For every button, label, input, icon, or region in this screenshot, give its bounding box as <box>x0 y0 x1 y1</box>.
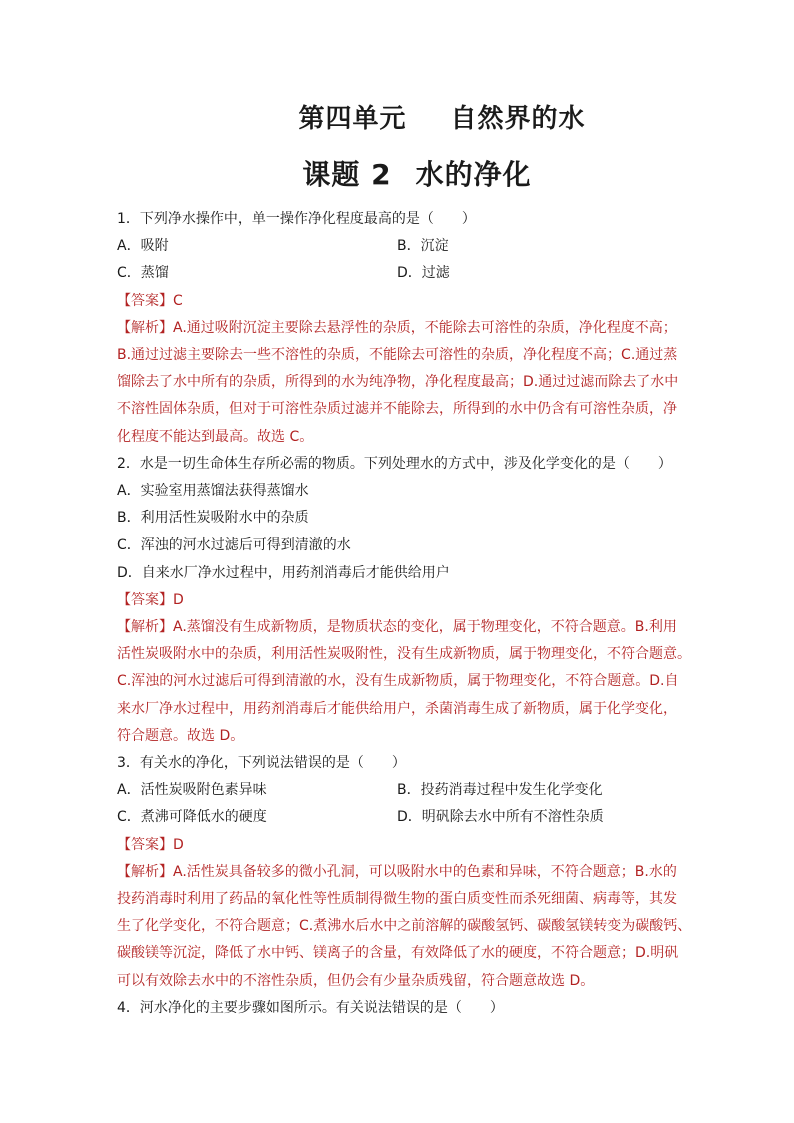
answer-value: C <box>173 292 183 309</box>
analysis-line: 来水厂净水过程中，用药剂消毒后才能供给用户，杀菌消毒生成了新物质，属于化学变化， <box>117 700 677 717</box>
question-stem: 2．水是一切生命体生存所必需的物质。下列处理水的方式中，涉及化学变化的是（ ） <box>117 455 672 472</box>
analysis-line: 符合题意。故选 D。 <box>117 727 245 744</box>
analysis-line: 活性炭吸附水中的杂质，利用活性炭吸附性，没有生成新物质，属于物理变化，不符合题意。 <box>117 646 691 663</box>
analysis-line: 生了化学变化，不符合题意；C.煮沸水后水中之前溶解的碳酸氢钙、碳酸氢镁转变为碳酸钙、 <box>117 918 692 935</box>
analysis-line: 可以有效除去水中的不溶性杂质，但仍会有少量杂质残留，符合题意故选 D。 <box>117 972 595 989</box>
analysis-line: 化程度不能达到最高。故选 C。 <box>117 428 314 445</box>
unit-title <box>0 98 794 135</box>
analysis <box>117 614 691 750</box>
options-row <box>117 804 687 831</box>
analysis-line: 投药消毒时利用了药品的氧化性等性质制得微生物的蛋白质变性而杀死细菌、病毒等，其发 <box>117 891 677 908</box>
option-d: D．明矾除去水中所有不溶性杂质 <box>397 809 604 826</box>
questions-body <box>117 206 692 1022</box>
option-c: C．浑浊的河水过滤后可得到清澈的水 <box>117 537 351 554</box>
question-stem: 3．有关水的净化，下列说法错误的是（ ） <box>117 755 406 772</box>
option-c: C．蒸馏 <box>117 265 169 282</box>
analysis-line: C.浑浊的河水过滤后可得到清澈的水，没有生成新物质，属于物理变化，不符合题意。D.自 <box>117 673 679 690</box>
option-c: C．煮沸可降低水的硬度 <box>117 809 267 826</box>
options-row <box>117 777 687 804</box>
unit-subject: 自然界的水 <box>450 104 586 134</box>
lesson-title <box>0 153 794 193</box>
question-2 <box>117 451 691 750</box>
answer <box>117 832 687 859</box>
answer <box>117 288 687 315</box>
option-b: B．投药消毒过程中发生化学变化 <box>397 782 603 799</box>
option-d: D．过滤 <box>397 265 450 282</box>
analysis-tag: 【解析】 <box>117 319 173 336</box>
analysis-line: 【解析】A.蒸馏没有生成新物质，是物质状态的变化，属于物理变化，不符合题意。B.利用 <box>117 619 677 636</box>
answer-tag: 【答案】 <box>117 836 173 853</box>
answer <box>117 587 687 614</box>
analysis-line: 碳酸镁等沉淀，降低了水中钙、镁离子的含量，有效降低了水的硬度，不符合题意；D.明矾 <box>117 945 679 962</box>
analysis <box>117 315 687 451</box>
analysis-line: B.通过过滤主要除去一些不溶性的杂质，不能除去可溶性的杂质，净化程度不高；C.通过蒸 <box>117 347 678 364</box>
lesson-number: 课题 2 <box>302 158 392 191</box>
option-b: B．沉淀 <box>397 238 449 255</box>
options-row <box>117 233 687 260</box>
question-3 <box>117 750 692 995</box>
option-b: B．利用活性炭吸附水中的杂质 <box>117 510 309 527</box>
options-row <box>117 260 687 287</box>
analysis-line: 【解析】A.活性炭具备较多的微小孔洞，可以吸附水中的色素和异味，不符合题意；B.水的 <box>117 863 677 880</box>
answer-value: D <box>173 591 184 608</box>
question-stem: 1．下列净水操作中，单一操作净化程度最高的是（ ） <box>117 211 476 227</box>
question-1 <box>117 206 687 451</box>
analysis-tag: 【解析】 <box>117 619 173 636</box>
question-stem: 4．河水净化的主要步骤如图所示。有关说法错误的是（ ） <box>117 999 504 1016</box>
analysis-line: 馏除去了水中所有的杂质，所得到的水为纯净物，净化程度最高；D.通过过滤而除去了水中 <box>117 374 679 391</box>
option-a: A．吸附 <box>117 238 169 255</box>
unit-number: 第四单元 <box>298 104 407 134</box>
analysis-line: 不溶性固体杂质，但对于可溶性杂质过滤并不能除去，所得到的水中仍含有可溶性杂质，净 <box>117 401 677 418</box>
answer-tag: 【答案】 <box>117 292 173 309</box>
option-a: A．实验室用蒸馏法获得蒸馏水 <box>117 483 309 500</box>
analysis <box>117 859 692 995</box>
question-4 <box>117 995 687 1022</box>
analysis-line: 【解析】A.通过吸附沉淀主要除去悬浮性的杂质，不能除去可溶性的杂质，净化程度不高； <box>117 319 677 336</box>
answer-value: D <box>173 836 184 853</box>
option-a: A．活性炭吸附色素异味 <box>117 782 267 799</box>
answer-tag: 【答案】 <box>117 591 173 608</box>
analysis-tag: 【解析】 <box>117 863 173 880</box>
option-d: D．自来水厂净水过程中，用药剂消毒后才能供给用户 <box>117 564 450 581</box>
lesson-subject: 水的净化 <box>415 158 532 191</box>
